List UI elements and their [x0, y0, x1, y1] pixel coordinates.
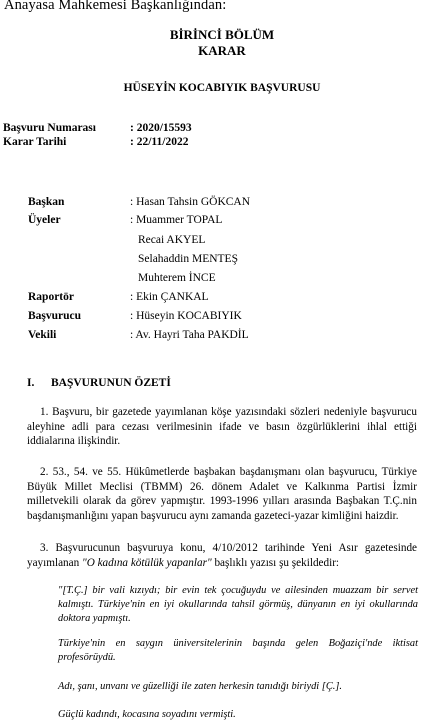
applicant-label: Başvurucu: [28, 310, 82, 322]
quote-paragraph: Adı, şanı, unvanı ve güzelliği ile zaten herkesin tanıdığı biriydi [Ç.].: [58, 681, 342, 692]
section-title: BAŞVURUNUN ÖZETİ: [51, 377, 171, 389]
application-number-value: : 2020/15593: [130, 122, 192, 134]
counsel-label: Vekili: [28, 329, 57, 341]
member-name: Recai AKYEL: [138, 234, 206, 246]
member-name: : Muammer TOPAL: [130, 214, 223, 226]
section-number: I.: [27, 377, 35, 389]
article-title: "O kadına kötülük yapanlar": [82, 556, 212, 569]
paragraph-1: 1. Başvuru, bir gazetede yayımlanan köşe yazısındaki sözleri nedeniyle başvurucu aleyhine adli para cezası verilmesinin ifade ve basın özgürlüklerini ihlal ettiği iddialarına ilişkindir.: [27, 406, 417, 447]
member-name: Selahaddin MENTEŞ: [138, 253, 238, 265]
quote-paragraph: Güçlü kadındı, kocasına soyadını vermişti.: [58, 709, 236, 720]
rapporteur-label: Raportör: [28, 291, 74, 303]
decision-date-label: Karar Tarihi: [3, 136, 67, 148]
paragraph-3-text: 3. Başvurucunun başvuruya konu, 4/10/2012 tarihinde Yeni Asır gazetesinde yayımlanan: [27, 542, 417, 569]
section-heading: BİRİNCİ BÖLÜM: [169, 27, 275, 42]
paragraph-3-tail: başlıklı yazısı şu şekildedir:: [211, 556, 340, 569]
applicant-value: : Hüseyin KOCABIYIK: [130, 310, 242, 322]
president-label: Başkan: [28, 196, 65, 208]
rapporteur-value: : Ekin ÇANKAL: [130, 291, 209, 303]
application-number-label: Başvuru Numarası: [3, 122, 96, 134]
quote-paragraph: "[T.Ç.] bir vali kızıydı; bir evin tek çocuğuydu ve ailesinden muazzam bir servet kalmıştı. Türkiye'nin en iyi okullarında tahsil görmüş, dünyanın en iyi okullarında doktora yapmıştı.: [58, 585, 418, 624]
court-header: Anayasa Mahkemesi Başkanlığından:: [4, 0, 227, 13]
document-type: KARAR: [198, 43, 246, 58]
paragraph-2: 2. 53., 54. ve 55. Hükûmetlerde başbakan başdanışmanı olan başvurucu, Türkiye Büyük Millet Meclisi (TBMM) 26. dönem Adalet ve Kalkınma Partisi İzmir milletvekili olarak da görev yapmıştır. 1993-1996 yılları arasında Başbakan T.Ç.nin başdanışmanlığını yapan başvurucu aynı zamanda gazeteci-yazar kimliğini haizdir.: [27, 466, 417, 522]
members-label: Üyeler: [28, 214, 61, 226]
case-title: HÜSEYİN KOCABIYIK BAŞVURUSU: [123, 82, 321, 94]
quote-paragraph: Türkiye'nin en saygın üniversitelerinin başında gelen Boğaziçi'nde iktisat profesörüydü.: [58, 638, 418, 663]
counsel-value: : Av. Hayri Taha PAKDİL: [130, 329, 249, 341]
president-value: : Hasan Tahsin GÖKCAN: [130, 196, 251, 208]
member-name: Muhterem İNCE: [138, 272, 216, 284]
decision-date-value: : 22/11/2022: [130, 136, 189, 148]
paragraph-3: [27, 541, 417, 570]
